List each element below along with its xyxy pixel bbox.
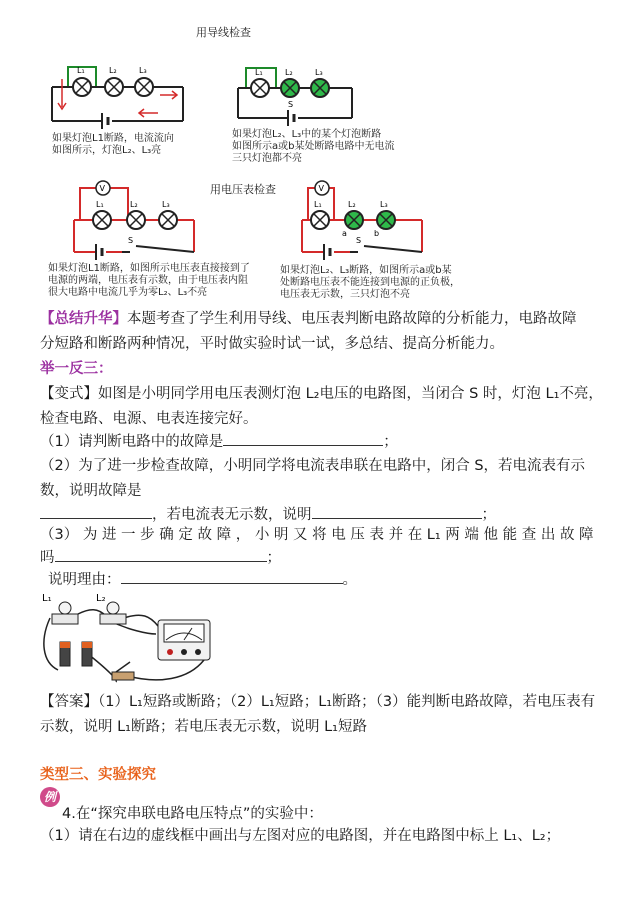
label-l2: L₂ [96,593,106,604]
voltmeter-icon [96,181,110,195]
svg-text:b: b [374,229,380,238]
lamp-l2-icon [100,602,126,624]
svg-text:L₁: L₁ [314,200,322,209]
voltmeter-icon [315,181,329,195]
voltmeter-check-title: 用电压表检查 [210,183,276,196]
answer-blank-2b[interactable] [312,502,482,519]
switch-icon [112,662,134,680]
summary-line-2: 分短路和断路两种情况，平时做实验时试一试，多总结、提高分析能力。 [40,336,504,352]
answer-tag: 【答案】 [40,694,98,710]
svg-text:L₂: L₂ [285,68,293,77]
svg-text:V: V [318,184,324,193]
svg-text:L₃: L₃ [380,200,388,209]
fig3-caption-1: 如果灯泡L1断路，如图所示电压表直接接到了 [48,263,250,274]
answer-blank-1[interactable] [223,429,383,446]
voltmeter-icon [158,620,210,660]
bulb-l1-icon [93,211,111,229]
variant-line-1: 【变式】如图是小明同学用电压表测灯泡 L₂电压的电路图，当闭合 S 时，灯泡 L₁不亮， [40,386,603,402]
fig4-caption-2: 处断路电压表不能连接到电源的正负极， [280,277,460,288]
fig1-caption-1: 如果灯泡L1断路，电流流向 [52,133,174,144]
svg-text:L₁: L₁ [255,68,263,77]
practice-heading: 举一反三： [40,361,113,377]
fig3-caption-3: 很大电路中电流几乎为零L₂、L₃不亮 [48,287,208,298]
bulb-l3-icon [135,78,153,96]
fig1-caption-2: 如图所示，灯泡L₂、L₃亮 [52,145,162,156]
lamp-l1-icon [52,602,78,624]
answer-blank-3[interactable] [55,545,267,562]
svg-text:V: V [99,184,105,193]
svg-text:S: S [128,236,134,245]
svg-text:L₃: L₃ [162,200,170,209]
bulb-l2-icon [345,211,363,229]
example-badge: 例 [40,787,60,807]
question-2-line-3: ，若电流表无示数，说明 ； [40,501,496,529]
wire-check-title: 用导线检查 [196,26,251,39]
fig2-caption-1: 如果灯泡L₂、L₃中的某个灯泡断路 [232,129,382,140]
fig2-caption-3: 三只灯泡都不亮 [232,153,302,164]
label-l1: L₁ [42,593,52,604]
answer-line-2: 示数，说明 L₁断路；若电压表无示数，说明 L₁短路 [40,719,367,735]
question-2-line-1: （2）为了进一步检查故障，小明同学将电流表串联在电路中，闭合 S，若电流表有示 [40,458,586,474]
variant-line-2: 检查电路、电源、电表连接完好。 [40,411,258,427]
bulb-l2-icon [105,78,123,96]
bulb-l3-icon [159,211,177,229]
fig3-caption-2: 电源的两端，电压表有示数，由于电压表内阻 [48,275,248,286]
summary-tag: 【总结升华】 [40,311,127,327]
figure-voltmeter-l2-l3-open [294,180,444,262]
answer-line-1: 【答案】（1）L₁短路或断路；（2）L₁短路；L₁断路；（3）能判断电路故障，若电压表有 [40,694,596,710]
bulb-l1-icon [311,211,329,229]
question-4: 4.在“探究串联电路电压特点”的实验中： [62,806,323,822]
label-l1: L₁ [77,66,85,75]
question-3-line-2: 吗 ； [40,544,281,572]
svg-text:S: S [288,100,294,109]
label-l3: L₃ [139,66,147,75]
svg-text:L₁: L₁ [96,200,104,209]
svg-text:L₃: L₃ [315,68,323,77]
battery-pack-icon [60,642,92,666]
bulb-l3-icon [377,211,395,229]
answer-blank-2a[interactable] [40,502,152,519]
figure-wire-l2-l3-open [232,62,362,130]
reason-line: 说明理由： 。 [48,566,357,594]
label-l2: L₂ [109,66,117,75]
switch-icon [364,246,422,252]
variant-tag: 【变式】 [40,386,98,402]
svg-text:L₂: L₂ [130,200,138,209]
fig4-caption-1: 如果灯泡L₂、L₃断路，如图所示a或b某 [280,265,452,276]
reason-blank[interactable] [121,567,343,584]
fig4-caption-3: 电压表无示数，三只灯泡不亮 [280,289,410,300]
switch-icon [136,246,194,252]
bulb-l3-icon [311,79,329,97]
svg-text:S: S [356,236,362,245]
section-heading: 类型三、实验探究 [40,767,156,783]
question-4-part-1: （1）请在右边的虚线框中画出与左图对应的电路图，并在电路图中标上 L₁、L₂； [40,828,561,844]
bulb-l2-icon [127,211,145,229]
question-3-line-1: （3） 为 进 一 步 确 定 故 障 ， 小 明 又 将 电 压 表 并 在 L₁ 两 端 他 能 查 出 故 障 [40,527,594,543]
svg-text:a: a [342,229,347,238]
bulb-l1-icon [251,79,269,97]
circuit-photo-figure [38,590,224,686]
figure-voltmeter-l1-open [66,180,216,262]
bulb-l2-icon [281,79,299,97]
question-2-line-2: 数，说明故障是 [40,483,142,499]
summary-line-1: 【总结升华】本题考查了学生利用导线、电压表判断电路故障的分析能力，电路故障 [40,311,577,327]
fig2-caption-2: 如图所示a或b某处断路电路中无电流 [232,141,395,152]
bulb-l1-icon [73,78,91,96]
figure-wire-l1-open [40,55,200,133]
question-1: （1）请判断电路中的故障是 ； [40,428,398,456]
svg-text:L₂: L₂ [348,200,356,209]
